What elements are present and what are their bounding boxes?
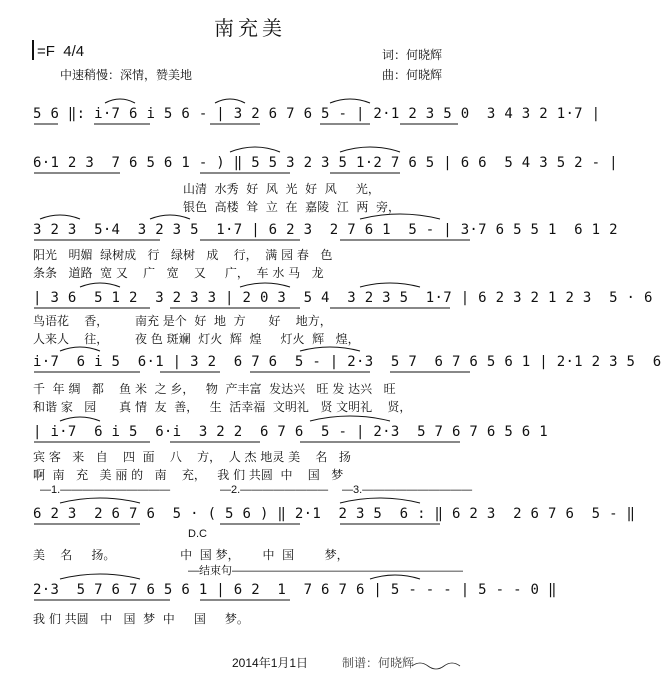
slur-arc xyxy=(60,416,390,421)
lyric-line-5a: 千 年 绸 都 鱼 米 之 乡， 物 产丰富 发达兴 旺 发 达兴 旺 xyxy=(33,382,396,396)
lyric-line-8: 我 们 共圆 中 国 梦 中 国 梦。 xyxy=(33,612,249,626)
lyric-line-4a: 鸟语花 香， 南充 是个 好 地 方 好 地方， xyxy=(33,314,332,328)
lyric-line-4b: 人来人 往， 夜 色 斑斓 灯火 辉 煌 灯火 辉 煌， xyxy=(33,332,360,346)
volta-second: —2.———————— xyxy=(220,484,329,496)
time-signature: 4/4 xyxy=(63,43,85,60)
key-value: =F xyxy=(37,43,55,60)
score-line-5: i·7 6 i 5 6·1 | 3 2 6 7 6 5 - | 2·3 5 7 6 7 6 5 6 1 | 2·1 2 3 5 6 xyxy=(33,354,661,370)
score-line-8: 2·3 5 7 6 7 6 5 6 1 | 6 2 1 7 6 7 6 | 5 - - - | 5 - - 0 ‖ xyxy=(33,582,557,598)
lyric-line-6b: 啊 南 充 美 丽 的 南 充， 我 们 共圆 中 国 梦 xyxy=(33,468,344,482)
lyric-line-2a: 山清 水秀 好 风 光 好 风 光， xyxy=(183,182,380,196)
date-stamp: 2014年1月1日 xyxy=(232,656,309,670)
lyricist-credit: 词：何晓辉 xyxy=(382,48,443,62)
transcriber-scribble xyxy=(412,663,460,669)
score-line-2: 6·1 2 3 7 6 5 6 1 - ) ‖ 5 5 3 2 3 5 1·2 7 6 5 | 6 6 5 4 3 5 2 - | xyxy=(33,155,618,171)
slur-arc xyxy=(60,498,420,503)
slur-arc xyxy=(60,347,360,351)
page-title: 南充美 xyxy=(214,16,286,40)
volta-first: —1.—————————— xyxy=(40,484,171,496)
volta-third: —3.—————————— xyxy=(342,484,473,496)
lyric-line-3b: 条条 道路 宽 又 广 宽 又 广， 车 水 马 龙 xyxy=(33,266,324,280)
lyric-line-3a: 阳光 明媚 绿树成 行 绿树 成 行， 满 园 春 色 xyxy=(33,248,333,262)
slur-arc xyxy=(80,283,420,287)
transcriber-credit: 制谱：何晓辉 xyxy=(342,656,415,670)
composer-credit: 曲：何晓辉 xyxy=(382,68,443,82)
score-line-1: 5 6 ‖: i·7 6 i 5 6 - | 3 2 6 7 6 5 - | 2·1 2 3 5 0 3 4 3 2 1·7 | xyxy=(33,106,601,122)
score-line-3: 3 2 3 5·4 3 2 3 5 1·7 | 6 2 3 2 7 6 1 5 - | 3·7 6 5 5 1 6 1 2 xyxy=(33,222,618,238)
score-line-4: | 3 6 5 1 2 3 2 3 3 | 2 0 3 5 4 3 2 3 5 1·7 | 6 2 3 2 1 2 3 5 · 6 xyxy=(33,290,653,306)
ending-mark: —结束句————————————————————— xyxy=(188,565,463,577)
key-signature xyxy=(32,40,84,60)
slur-arc xyxy=(230,147,400,152)
lyric-line-2b: 银色 高楼 耸 立 在 嘉陵 江 两 旁， xyxy=(183,200,401,214)
key-bar xyxy=(32,40,34,60)
slur-arc xyxy=(105,99,370,103)
lyric-line-7: 美 名 扬。 中 国 梦， 中 国 梦， xyxy=(33,548,349,562)
tempo-marking: 中速稍慢：深情，赞美地 xyxy=(60,68,193,82)
lyric-line-5b: 和谐 家 园 真 情 友 善， 生 活幸福 文明礼 贤 文明礼 贤， xyxy=(33,400,412,414)
score-line-7: 6 2 3 2 6 7 6 5 · ( 5 6 ) ‖ 2·1 2 3 5 6 : ‖ 6 2 3 2 6 7 6 5 - ‖ xyxy=(33,506,636,522)
dc-mark: D.C xyxy=(188,528,207,540)
score-line-6: | i·7 6 i 5 6·i 3 2 2 6 7 6 5 - | 2·3 5 7 6 7 6 5 6 1 xyxy=(33,424,548,440)
lyric-line-6a: 宾 客 来 自 四 面 八 方， 人 杰 地灵 美 名 扬 xyxy=(33,450,351,464)
